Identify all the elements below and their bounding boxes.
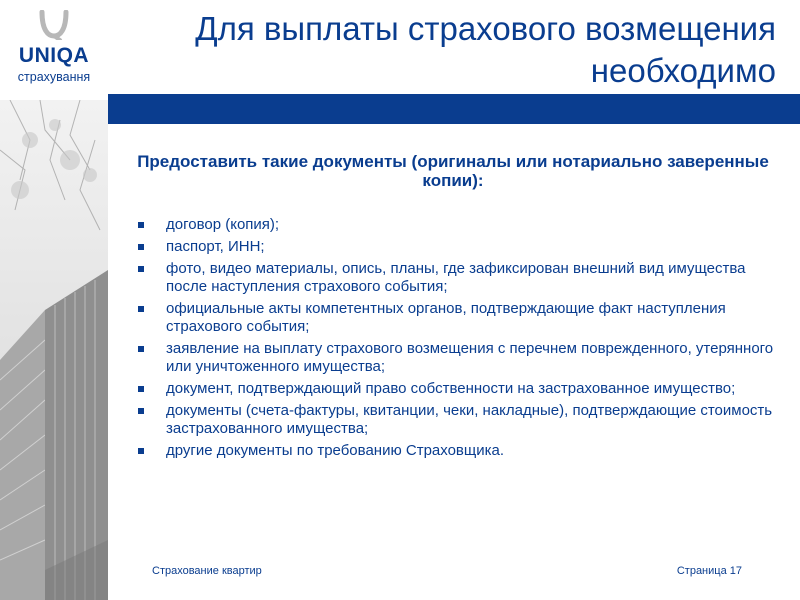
list-item: официальные акты компетентных органов, подтверждающие факт наступления страхового события; xyxy=(138,300,778,336)
logo-name: UNIQA xyxy=(18,44,90,67)
uniqa-logo-mark-icon xyxy=(38,10,70,40)
documents-list xyxy=(138,216,778,464)
square-bullet-icon xyxy=(138,408,144,414)
footer-title: Страхование квартир xyxy=(152,565,262,577)
list-item: договор (копия); xyxy=(138,216,778,234)
list-item: фото, видео материалы, опись, планы, где зафиксирован внешний вид имущества после наступления страхового события; xyxy=(138,260,778,296)
square-bullet-icon xyxy=(138,346,144,352)
square-bullet-icon xyxy=(138,306,144,312)
buildings-illustration-icon xyxy=(0,100,108,600)
subtitle: Предоставить такие документы (оригиналы или нотариально заверенные копии): xyxy=(137,152,769,190)
square-bullet-icon xyxy=(138,244,144,250)
list-item: заявление на выплату страхового возмещения с перечнем поврежденного, утерянного или уничтоженного имущества; xyxy=(138,340,778,376)
list-item: паспорт, ИНН; xyxy=(138,238,778,256)
list-item: другие документы по требованию Страховщика. xyxy=(138,442,778,460)
logo-subtitle: страхування xyxy=(17,70,91,84)
list-item: документы (счета-фактуры, квитанции, чеки, накладные), подтверждающие стоимость застрахованного имущества; xyxy=(138,402,778,438)
list-item: документ, подтверждающий право собственности на застрахованное имущество; xyxy=(138,380,778,398)
title-band xyxy=(108,94,800,124)
square-bullet-icon xyxy=(138,386,144,392)
square-bullet-icon xyxy=(138,266,144,272)
uniqa-logo xyxy=(6,6,102,90)
square-bullet-icon xyxy=(138,222,144,228)
square-bullet-icon xyxy=(138,448,144,454)
page-number: Страница 17 xyxy=(676,565,742,577)
buildings-image xyxy=(0,100,108,600)
page-title: Для выплаты страхового возмещения необходимо xyxy=(195,10,776,89)
